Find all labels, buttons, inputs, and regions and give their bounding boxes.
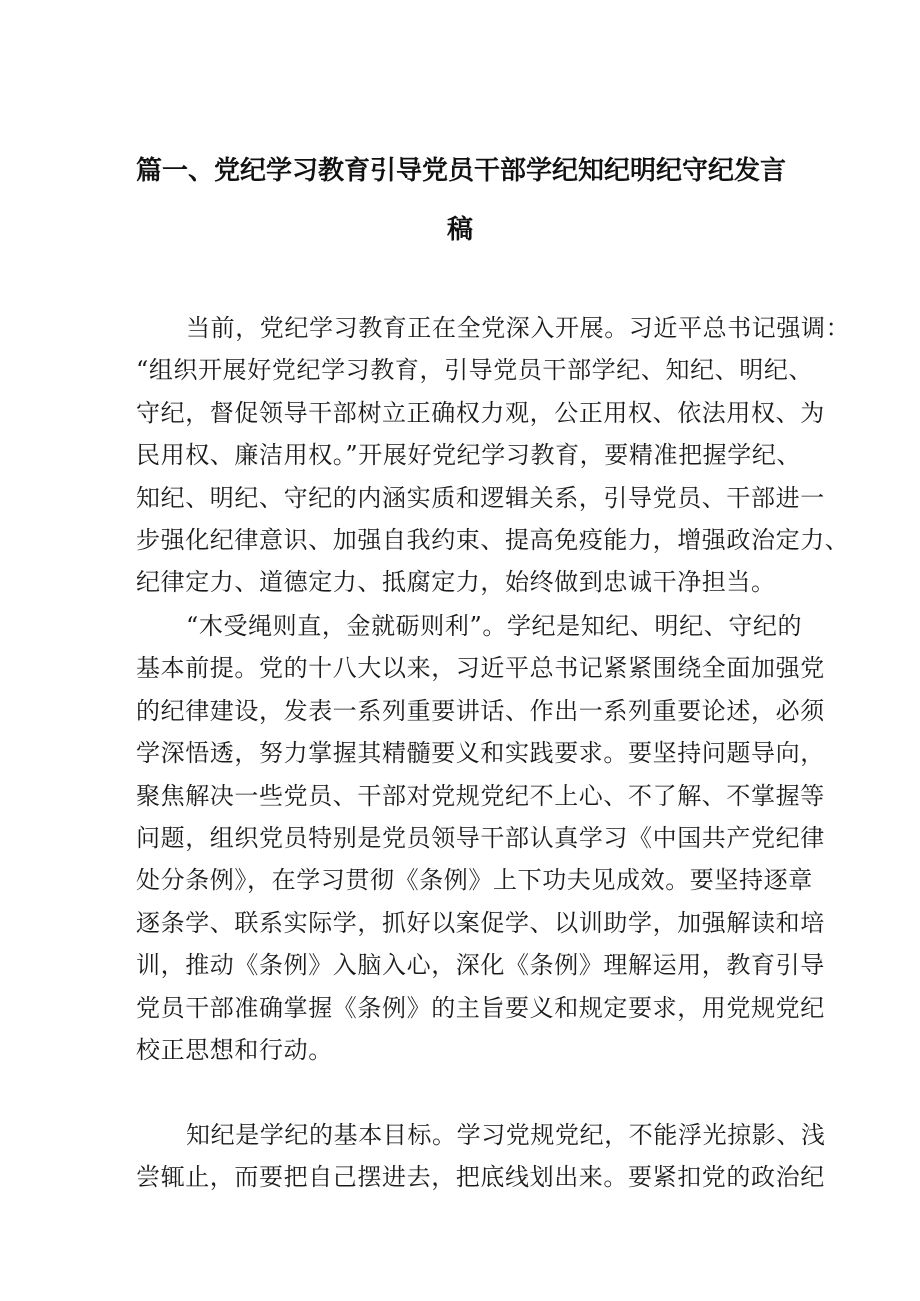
paragraph-1 [136,307,851,604]
paragraph-line: 聚焦解决一些党员、干部对党规党纪不上心、不了解、不掌握等 [136,781,825,810]
paragraph-line: 当前，党纪学习教育正在全党深入开展。习近平总书记强调： [186,314,851,342]
paragraph-line: 处分条例》，在学习贯彻《条例》上下功夫见成效。要坚持逐章 [136,866,813,895]
paragraph-line: 尝辄止，而要把自己摆进去，把底线划出来。要紧扣党的政治纪 [136,1163,825,1192]
paragraph-line: 逐条学、联系实际学，抓好以案促学、以训助学，加强解读和培 [136,908,825,937]
paragraph-line: 知纪是学纪的基本目标。学习党规党纪，不能浮光掠影、浅 [186,1121,826,1149]
document-title-line-2: 稿 [446,215,473,245]
paragraph-2 [136,605,825,1071]
paragraph-line: 学深悟透，努力掌握其精髓要义和实践要求。要坚持问题导向， [136,739,825,768]
paragraph-line: “组织开展好党纪学习教育，引导党员干部学纪、知纪、明纪、 [136,356,814,385]
paragraph-line: 纪律定力、道德定力、抵腐定力，始终做到忠诚干净担当。 [136,568,776,597]
paragraph-line: 基本前提。党的十八大以来，习近平总书记紧紧围绕全面加强党 [136,654,825,683]
paragraph-line: 校正思想和行动。 [136,1036,333,1065]
paragraph-line: 守纪，督促领导干部树立正确权力观，公正用权、依法用权、为 [136,398,825,427]
paragraph-line: 民用权、廉洁用权。”开展好党纪学习教育，要精准把握学纪、 [136,441,802,470]
paragraph-line: “木受绳则直，金就砺则利”。学纪是知纪、明纪、守纪的 [186,612,803,640]
paragraph-line: 知纪、明纪、守纪的内涵实质和逻辑关系，引导党员、干部进一 [136,483,825,512]
paragraph-line: 问题，组织党员特别是党员领导干部认真学习《中国共产党纪律 [136,824,825,853]
paragraph-3 [136,1114,826,1199]
paragraph-line: 步强化纪律意识、加强自我约束、提高免疫能力，增强政治定力、 [136,526,850,555]
paragraph-line: 党员干部准确掌握《条例》的主旨要义和规定要求，用党规党纪 [136,993,825,1022]
paragraph-line: 的纪律建设，发表一系列重要讲话、作出一系列重要论述，必须 [136,696,825,725]
document-title-line-1: 篇一、党纪学习教育引导党员干部学纪知纪明纪守纪发言 [136,156,787,186]
paragraph-line: 训，推动《条例》入脑入心，深化《条例》理解运用，教育引导 [136,951,825,980]
